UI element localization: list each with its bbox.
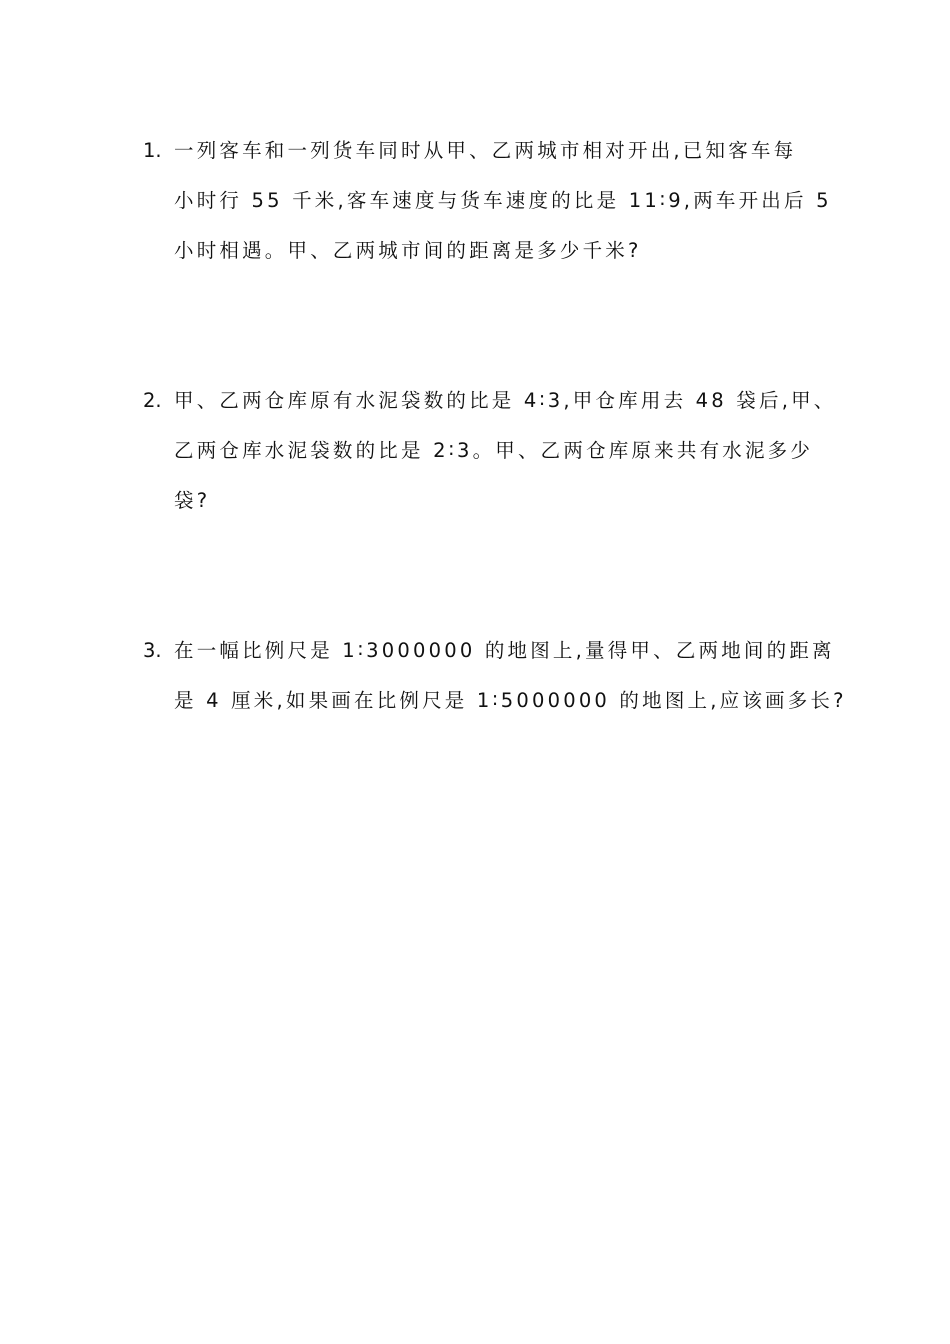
problem-line [143, 426, 823, 476]
problem-text: 在一幅比例尺是 1∶3000000 的地图上,量得甲、乙两地间的距离 [174, 639, 835, 662]
problem-3 [143, 626, 847, 726]
problem-line [143, 376, 837, 426]
problem-text: 是 4 厘米,如果画在比例尺是 1∶5000000 的地图上,应该画多长? [174, 689, 847, 712]
problem-text: 乙两仓库水泥袋数的比是 2∶3。甲、乙两仓库原来共有水泥多少 [174, 439, 814, 462]
problem-number: 2. [143, 389, 162, 412]
problem-number: 1. [143, 139, 162, 162]
problem-line [143, 126, 823, 176]
problem-text: 小时相遇。甲、乙两城市间的距离是多少千米? [174, 239, 642, 262]
problem-line [143, 676, 847, 726]
problem-text: 甲、乙两仓库原有水泥袋数的比是 4∶3,甲仓库用去 48 袋后,甲、 [174, 389, 837, 412]
problem-text: 一列客车和一列货车同时从甲、乙两城市相对开出,已知客车每 [174, 139, 797, 162]
problem-number: 3. [143, 639, 162, 662]
problem-text: 小时行 55 千米,客车速度与货车速度的比是 11∶9,两车开出后 5 [174, 189, 832, 212]
problem-line [143, 476, 823, 526]
problem-line [143, 226, 823, 276]
problem-1 [143, 126, 832, 276]
problem-text: 袋? [174, 489, 211, 512]
problem-line [143, 176, 832, 226]
problem-2 [143, 376, 837, 526]
problem-line [143, 626, 835, 676]
